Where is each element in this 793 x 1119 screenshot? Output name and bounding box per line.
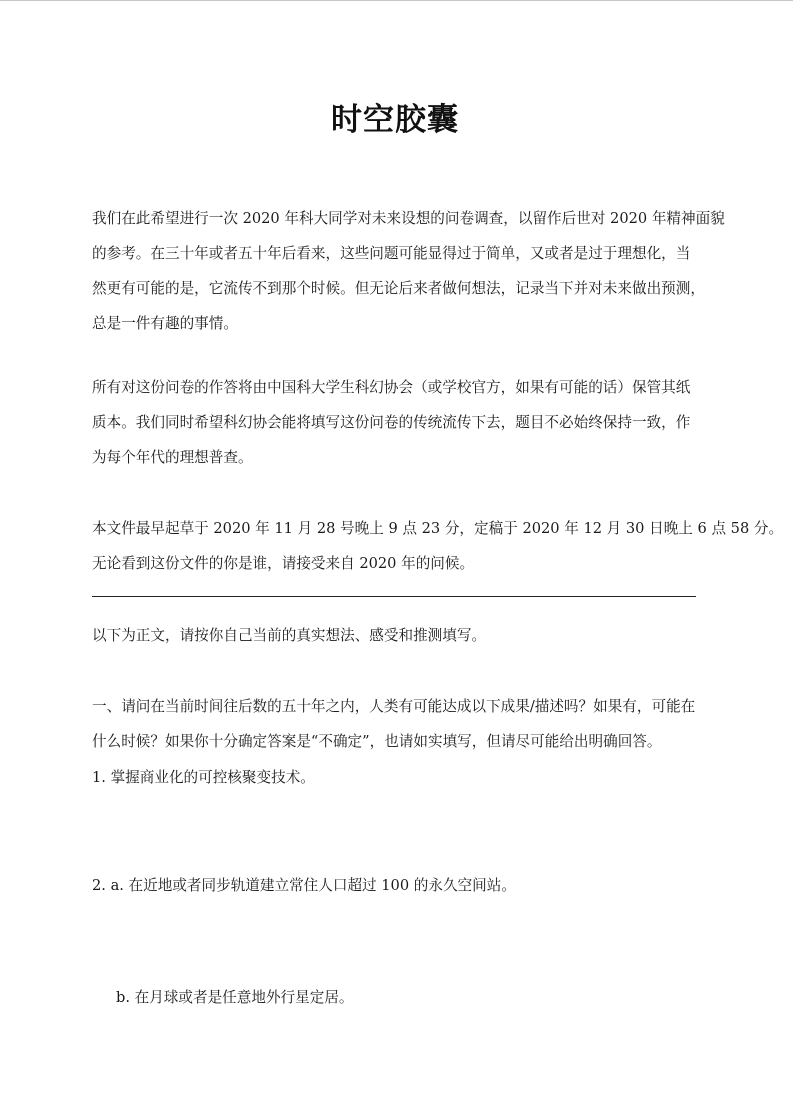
section-one-line-1: 一、请问在当前时间往后数的五十年之内，人类有可能达成以下成果/描述吗？如果有，可能在	[92, 698, 696, 715]
custody-line-2: 质本。我们同时希望科幻协会能将填写这份问卷的传统流传下去，题目不必始终保持一致，作	[92, 414, 691, 431]
intro-line-3: 然更有可能的是，它流传不到那个时候。但无论后来者做何想法，记录当下并对未来做出预测，	[92, 280, 705, 297]
question-2a: 2. a. 在近地或者同步轨道建立常住人口超过 100 的永久空间站。	[92, 877, 516, 894]
body-intro-paragraph	[92, 618, 698, 653]
document-title: 时空胶囊	[331, 102, 459, 138]
custody-paragraph	[92, 370, 698, 475]
question-1: 1. 掌握商业化的可控核聚变技术。	[92, 769, 315, 786]
page-top-rule	[0, 0, 793, 1]
section-divider	[92, 596, 696, 597]
intro-line-1: 我们在此希望进行一次 2020 年科大同学对未来设想的问卷调查，以留作后世对 2020 年精神面貌	[92, 210, 725, 227]
body-intro-line: 以下为正文，请按你自己当前的真实想法、感受和推测填写。	[92, 627, 487, 644]
draft-line-1: 本文件最早起草于 2020 年 11 月 28 号晚上 9 点 23 分，定稿于 2020 年 12 月 30 日晚上 6 点 58 分。	[92, 520, 784, 537]
draft-line-2: 无论看到这份文件的你是谁，请接受来自 2020 年的问候。	[92, 555, 475, 572]
intro-line-4: 总是一件有趣的事情。	[92, 315, 238, 332]
draft-date-paragraph	[92, 511, 784, 581]
custody-line-3: 为每个年代的理想普查。	[92, 449, 253, 466]
intro-line-2: 的参考。在三十年或者五十年后看来，这些问题可能显得过于简单，又或者是过于理想化，当	[92, 245, 691, 262]
section-one-instructions	[92, 689, 698, 759]
section-one-line-2: 什么时候？如果你十分确定答案是“不确定”，也请如实填写，但请尽可能给出明确回答。	[92, 733, 662, 750]
question-2b: b. 在月球或者是任意地外行星定居。	[116, 989, 354, 1006]
custody-line-1: 所有对这份问卷的作答将由中国科大学生科幻协会（或学校官方，如果有可能的话）保管其纸	[92, 379, 691, 396]
intro-paragraph	[92, 201, 725, 341]
